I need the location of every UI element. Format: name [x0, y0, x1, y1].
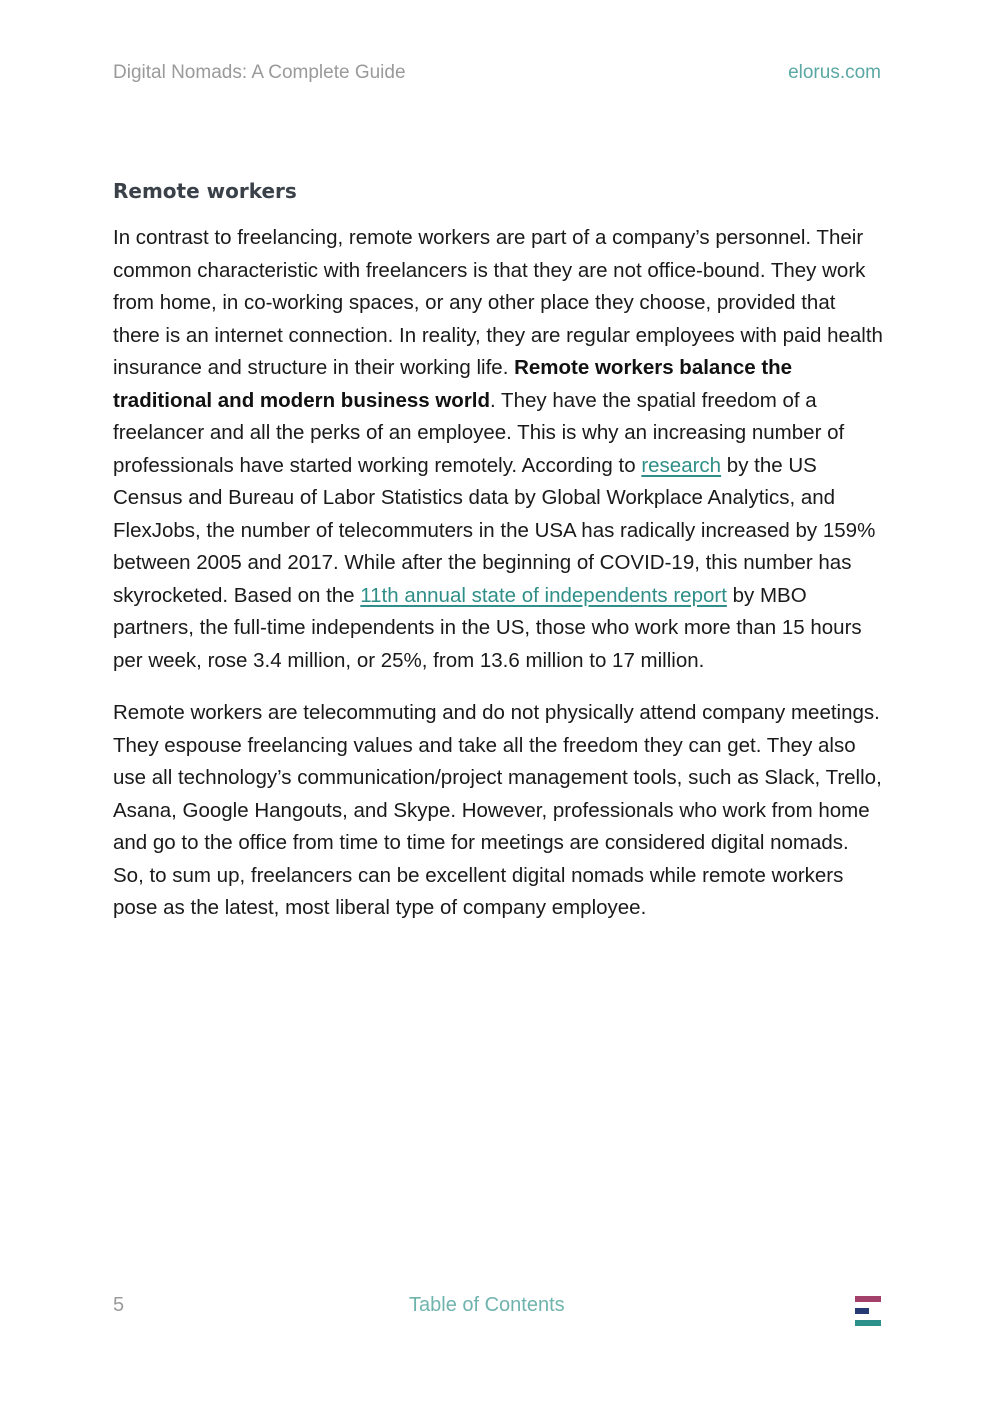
- page-header: [113, 60, 881, 86]
- logo-bar-middle: [855, 1308, 869, 1314]
- research-link[interactable]: research: [641, 453, 722, 477]
- paragraph-1-text-a: In contrast to freelancing, remote workers are part of a company’s personnel. Their common characteristic with freelancers is that they are not office-bound. They work from home, in co-working spaces, or any other place they choose, provided that there is an internet connection. In reality, they are regular employees with paid health insurance and structure in their working life.: [113, 226, 883, 379]
- table-of-contents-link[interactable]: Table of Contents: [409, 1294, 565, 1316]
- page-number: 5: [113, 1294, 125, 1316]
- paragraph-1: [113, 222, 883, 677]
- elorus-logo-icon: [855, 1296, 881, 1327]
- paragraph-1-text-c: by the US Census and Bureau of Labor Statistics data by Global Workplace Analytics, and FlexJobs, the number of telecommuters in the USA has radically increased by 159% between 2005 and 2017. While after the beginning of COVID-19, this number has skyrocketed. Based on the: [113, 453, 876, 607]
- paragraph-1-text-b: . They have the spatial freedom of a freelancer and all the perks of an employee. This is why an increasing number of professionals have started working remotely. According to: [113, 388, 845, 477]
- page-footer: [113, 1292, 881, 1326]
- paragraph-2: Remote workers are telecommuting and do not physically attend company meetings. They espouse freelancing values and take all the freedom they can get. They also use all technology’s communication/project management tools, such as Slack, Trello, Asana, Google Hangouts, and Skype. However, professionals who work from home and go to the office from time to time for meetings are considered digital nomads. So, to sum up, freelancers can be excellent digital nomads while remote workers pose as the latest, most liberal type of company employee.: [113, 701, 882, 919]
- main-content: [113, 176, 883, 945]
- document-title: Digital Nomads: A Complete Guide: [113, 62, 406, 83]
- site-link[interactable]: elorus.com: [788, 62, 881, 83]
- paragraph-1-text-d: by MBO partners, the full-time independents in the US, those who work more than 15 hours per week, rose 3.4 million, or 25%, from 13.6 million to 17 million.: [113, 583, 862, 672]
- logo-bar-top: [855, 1296, 881, 1302]
- logo-bar-bottom: [855, 1320, 881, 1326]
- section-title: Remote workers: [113, 179, 297, 203]
- independents-report-link[interactable]: 11th annual state of independents report: [360, 583, 727, 607]
- paragraph-1-bold: Remote workers balance the traditional and modern business world: [113, 356, 793, 412]
